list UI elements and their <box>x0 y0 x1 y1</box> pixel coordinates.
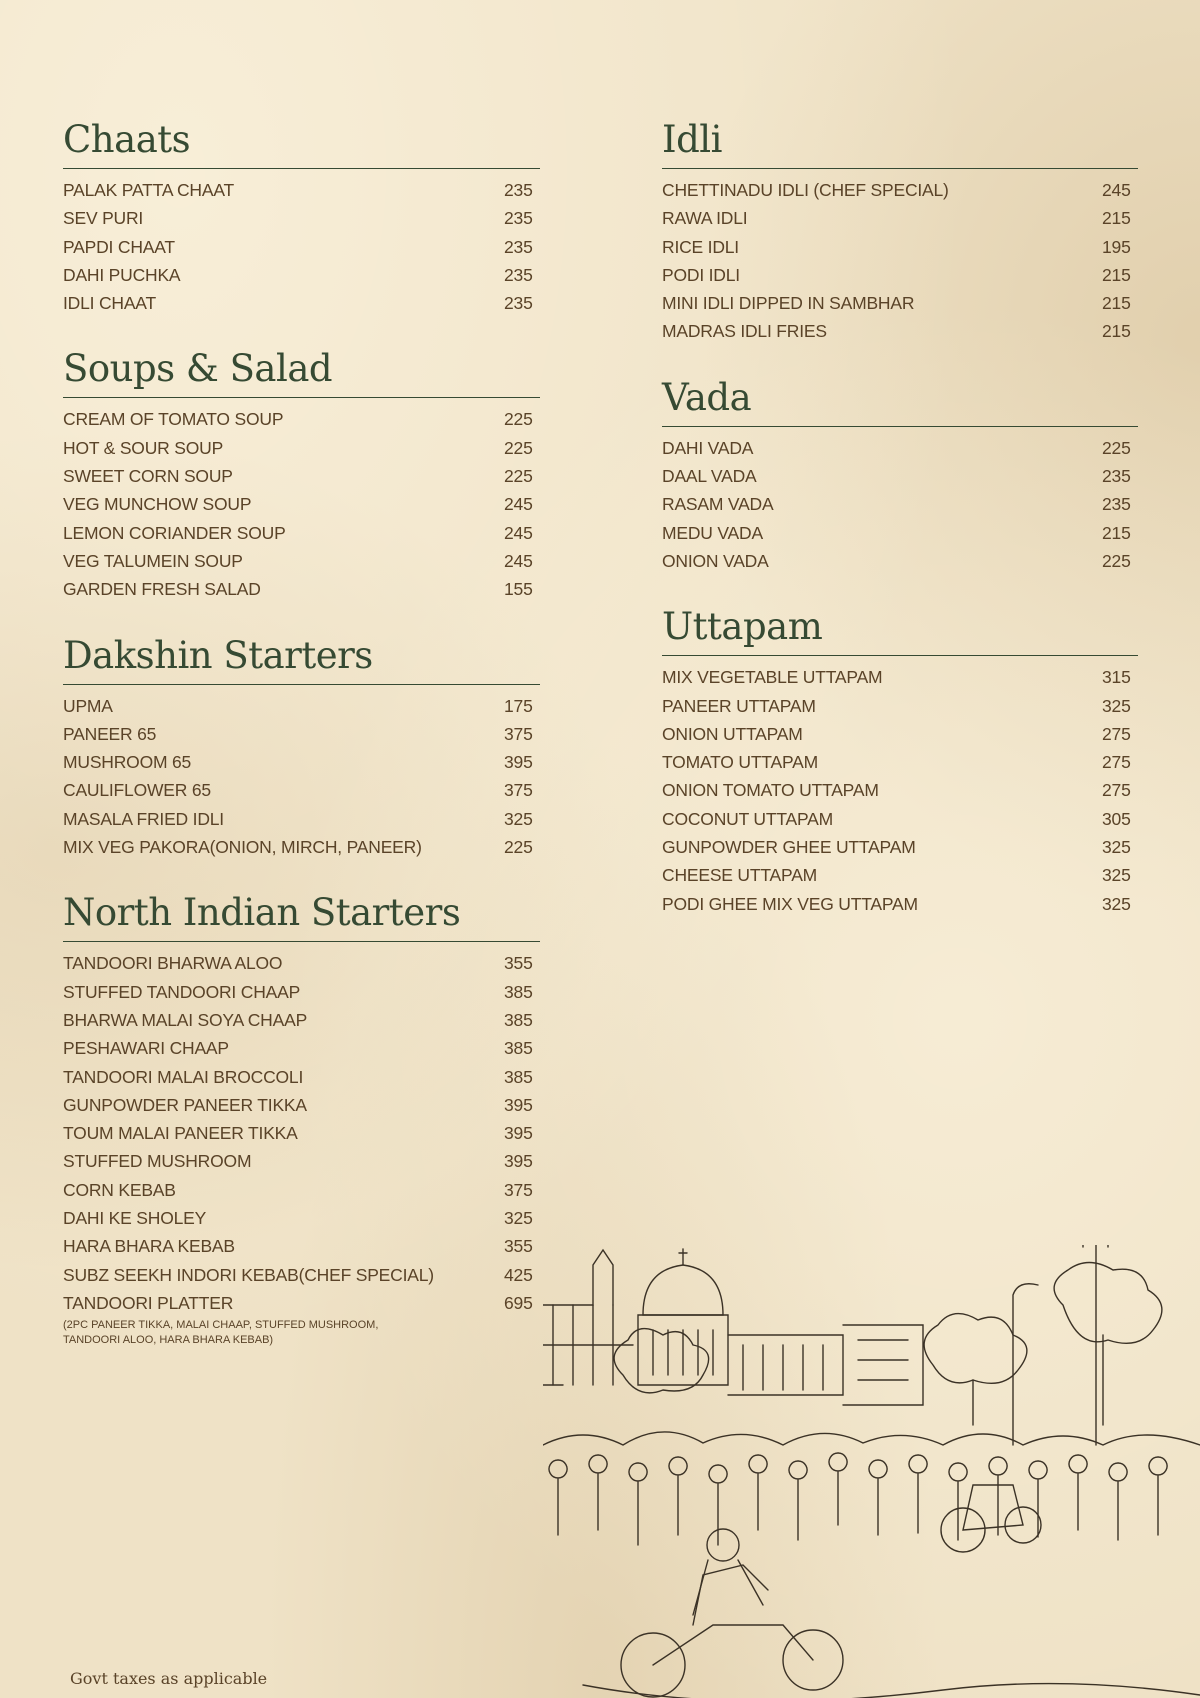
menu-item-name: PODI IDLI <box>662 264 740 285</box>
menu-item-price: 375 <box>504 780 533 801</box>
menu-item-name: MASALA FRIED IDLI <box>63 808 224 829</box>
menu-item-price: 385 <box>504 1009 533 1030</box>
menu-item-price: 235 <box>1102 494 1131 515</box>
menu-item-price: 325 <box>1102 837 1131 858</box>
menu-item-name: GUNPOWDER PANEER TIKKA <box>63 1094 307 1115</box>
menu-item-price: 245 <box>504 494 533 515</box>
menu-item-price: 355 <box>504 953 533 974</box>
menu-item <box>63 519 540 547</box>
menu-item <box>662 692 1138 720</box>
menu-item <box>63 233 540 261</box>
menu-item-name: CAULIFLOWER 65 <box>63 780 211 801</box>
menu-item-list <box>63 176 540 317</box>
menu-item-price: 225 <box>1102 550 1131 571</box>
menu-item <box>63 1289 540 1317</box>
menu-item <box>63 805 540 833</box>
menu-section <box>63 116 540 317</box>
menu-item-name: ONION VADA <box>662 550 769 571</box>
menu-item <box>662 833 1138 861</box>
menu-item-price: 245 <box>504 550 533 571</box>
menu-item-price: 235 <box>504 236 533 257</box>
menu-item-price: 695 <box>504 1292 533 1313</box>
menu-item <box>662 462 1138 490</box>
menu-item-name: CORN KEBAB <box>63 1179 176 1200</box>
menu-item <box>63 204 540 232</box>
menu-item-name: SWEET CORN SOUP <box>63 466 233 487</box>
menu-item-price: 395 <box>504 1094 533 1115</box>
menu-item <box>63 1261 540 1289</box>
menu-item <box>63 547 540 575</box>
menu-item-name: PAPDI CHAAT <box>63 236 175 257</box>
menu-column-right <box>662 116 1138 946</box>
menu-item <box>662 720 1138 748</box>
menu-item <box>63 1091 540 1119</box>
menu-item-name: PESHAWARI CHAAP <box>63 1038 229 1059</box>
menu-item-price: 275 <box>1102 780 1131 801</box>
menu-item-name: DAHI PUCHKA <box>63 264 181 285</box>
menu-section <box>662 374 1138 575</box>
menu-item-price: 235 <box>1102 466 1131 487</box>
menu-item-name: RASAM VADA <box>662 494 774 515</box>
menu-item-name: GARDEN FRESH SALAD <box>63 579 261 600</box>
menu-item-price: 325 <box>504 1208 533 1229</box>
menu-item-name: DAHI KE SHOLEY <box>63 1208 207 1229</box>
menu-item-name: RICE IDLI <box>662 236 739 257</box>
menu-item-price: 275 <box>1102 723 1131 744</box>
menu-item-list <box>63 692 540 862</box>
menu-item <box>63 1232 540 1260</box>
menu-item-price: 385 <box>504 1066 533 1087</box>
menu-item-name: PODI GHEE MIX VEG UTTAPAM <box>662 893 918 914</box>
menu-column-left <box>63 116 540 1376</box>
menu-item-price: 215 <box>1102 321 1131 342</box>
street-scene-sketch-icon <box>543 1245 1200 1698</box>
menu-item-name: GUNPOWDER GHEE UTTAPAM <box>662 837 916 858</box>
menu-item-name: DAHI VADA <box>662 437 754 458</box>
menu-item-name: UPMA <box>63 695 113 716</box>
menu-item-name: CHETTINADU IDLI (CHEF SPECIAL) <box>662 180 949 200</box>
menu-item-price: 225 <box>1102 437 1131 458</box>
menu-section <box>63 345 540 603</box>
menu-item <box>662 434 1138 462</box>
menu-item-name: PALAK PATTA CHAAT <box>63 180 234 200</box>
section-title: Dakshin Starters <box>63 632 540 685</box>
menu-item <box>662 204 1138 232</box>
menu-item-price: 235 <box>504 293 533 314</box>
menu-item-list <box>63 949 540 1348</box>
menu-item-name: ONION UTTAPAM <box>662 723 803 744</box>
menu-section <box>63 889 540 1348</box>
menu-item <box>662 317 1138 345</box>
menu-item <box>662 547 1138 575</box>
menu-item-name: ONION TOMATO UTTAPAM <box>662 780 879 801</box>
menu-item-price: 225 <box>504 466 533 487</box>
menu-item-price: 385 <box>504 981 533 1002</box>
menu-item-name: MEDU VADA <box>662 522 763 543</box>
menu-item-price: 425 <box>504 1264 533 1285</box>
menu-item <box>662 748 1138 776</box>
menu-item-price: 225 <box>504 837 533 858</box>
section-title: Vada <box>662 374 1138 427</box>
menu-item <box>63 434 540 462</box>
menu-item-price: 325 <box>1102 865 1131 886</box>
menu-item <box>63 575 540 603</box>
menu-item-price: 175 <box>504 695 533 716</box>
menu-item-price: 215 <box>1102 522 1131 543</box>
menu-item <box>63 1119 540 1147</box>
section-title: Soups & Salad <box>63 345 540 398</box>
menu-item-list <box>662 663 1138 918</box>
menu-item-price: 355 <box>504 1236 533 1257</box>
menu-item <box>63 1063 540 1091</box>
menu-item-name: CHEESE UTTAPAM <box>662 865 818 886</box>
footer-taxes-note: Govt taxes as applicable <box>70 1669 268 1688</box>
menu-item <box>662 776 1138 804</box>
menu-item-name: STUFFED MUSHROOM <box>63 1151 252 1172</box>
menu-item-name: PANEER 65 <box>63 723 157 744</box>
menu-item-price: 325 <box>504 808 533 829</box>
menu-item-name: HOT & SOUR SOUP <box>63 437 224 458</box>
menu-section <box>662 116 1138 346</box>
menu-item <box>662 289 1138 317</box>
menu-item-price: 235 <box>504 208 533 229</box>
menu-item-name: PANEER UTTAPAM <box>662 695 816 716</box>
menu-item <box>63 176 540 204</box>
menu-item <box>63 978 540 1006</box>
menu-item-name: STUFFED TANDOORI CHAAP <box>63 981 301 1002</box>
menu-item-list <box>662 434 1138 575</box>
menu-item <box>63 289 540 317</box>
menu-item <box>63 776 540 804</box>
menu-item-price: 245 <box>504 522 533 543</box>
menu-item-name: TANDOORI BHARWA ALOO <box>63 953 283 974</box>
menu-item <box>662 805 1138 833</box>
menu-item-price: 325 <box>1102 695 1131 716</box>
menu-item-price: 235 <box>504 264 533 285</box>
menu-item-price: 195 <box>1102 236 1131 257</box>
menu-item <box>63 261 540 289</box>
menu-item-name: MIX VEGETABLE UTTAPAM <box>662 667 883 688</box>
menu-item <box>662 490 1138 518</box>
menu-item-name: TANDOORI PLATTER <box>63 1292 234 1313</box>
menu-item <box>63 1006 540 1034</box>
menu-item <box>63 949 540 977</box>
menu-item-name: MADRAS IDLI FRIES <box>662 321 827 342</box>
menu-item <box>662 176 1138 204</box>
menu-item <box>63 833 540 861</box>
section-title: Chaats <box>63 116 540 169</box>
menu-item <box>63 692 540 720</box>
menu-item-name: BHARWA MALAI SOYA CHAAP <box>63 1009 308 1030</box>
menu-item-price: 235 <box>504 180 533 200</box>
menu-item <box>662 233 1138 261</box>
menu-item-name: HARA BHARA KEBAB <box>63 1236 235 1257</box>
menu-item <box>63 1204 540 1232</box>
menu-section <box>63 632 540 862</box>
menu-item-name: IDLI CHAAT <box>63 293 156 314</box>
menu-item <box>63 1176 540 1204</box>
menu-item-price: 305 <box>1102 808 1131 829</box>
menu-item-price: 215 <box>1102 208 1131 229</box>
menu-item <box>662 663 1138 691</box>
menu-item <box>63 462 540 490</box>
menu-item <box>63 720 540 748</box>
menu-item <box>662 519 1138 547</box>
menu-item-list <box>662 176 1138 346</box>
menu-item-name: LEMON CORIANDER SOUP <box>63 522 286 543</box>
menu-item-price: 395 <box>504 1123 533 1144</box>
menu-item-price: 215 <box>1102 264 1131 285</box>
menu-item-name: VEG TALUMEIN SOUP <box>63 550 243 571</box>
menu-item-price: 395 <box>504 1151 533 1172</box>
menu-item <box>662 861 1138 889</box>
menu-item-name: VEG MUNCHOW SOUP <box>63 494 252 515</box>
menu-item <box>63 1147 540 1175</box>
menu-item-price: 395 <box>504 752 533 773</box>
menu-item-name: TOUM MALAI PANEER TIKKA <box>63 1123 298 1144</box>
menu-item-price: 225 <box>504 409 533 430</box>
menu-item-price: 385 <box>504 1038 533 1059</box>
menu-item <box>662 890 1138 918</box>
menu-item <box>63 748 540 776</box>
menu-item-name: MIX VEG PAKORA(ONION, MIRCH, PANEER) <box>63 837 422 858</box>
menu-item-price: 315 <box>1102 667 1131 688</box>
menu-item-name: MINI IDLI DIPPED IN SAMBHAR <box>662 293 915 314</box>
menu-item-price: 215 <box>1102 293 1131 314</box>
menu-item-name: COCONUT UTTAPAM <box>662 808 834 829</box>
menu-section <box>662 603 1138 918</box>
menu-item-name: TANDOORI MALAI BROCCOLI <box>63 1066 304 1087</box>
menu-item-name: SUBZ SEEKH INDORI KEBAB(CHEF SPECIAL) <box>63 1264 434 1285</box>
menu-item-name: DAAL VADA <box>662 466 757 487</box>
section-title: Idli <box>662 116 1138 169</box>
menu-item-name: SEV PURI <box>63 208 144 229</box>
menu-item-note: (2PC PANEER TIKKA, MALAI CHAAP, STUFFED MUSHROOM, TANDOORI ALOO, HARA BHARA KEBAB) <box>63 1319 379 1347</box>
menu-item-price: 245 <box>1102 180 1131 200</box>
menu-item-price: 275 <box>1102 752 1131 773</box>
menu-item <box>63 1034 540 1062</box>
menu-item-price: 325 <box>1102 893 1131 914</box>
menu-item <box>63 490 540 518</box>
menu-item-price: 375 <box>504 1179 533 1200</box>
menu-item-name: RAWA IDLI <box>662 208 748 229</box>
menu-item-list <box>63 405 540 603</box>
section-title: North Indian Starters <box>63 889 540 942</box>
menu-item-name: TOMATO UTTAPAM <box>662 752 818 773</box>
menu-item-name: MUSHROOM 65 <box>63 752 192 773</box>
menu-item <box>63 405 540 433</box>
menu-item-price: 155 <box>504 579 533 600</box>
section-title: Uttapam <box>662 603 1138 656</box>
menu-item-price: 375 <box>504 723 533 744</box>
menu-item-price: 225 <box>504 437 533 458</box>
menu-item-name: CREAM OF TOMATO SOUP <box>63 409 284 430</box>
menu-item <box>662 261 1138 289</box>
